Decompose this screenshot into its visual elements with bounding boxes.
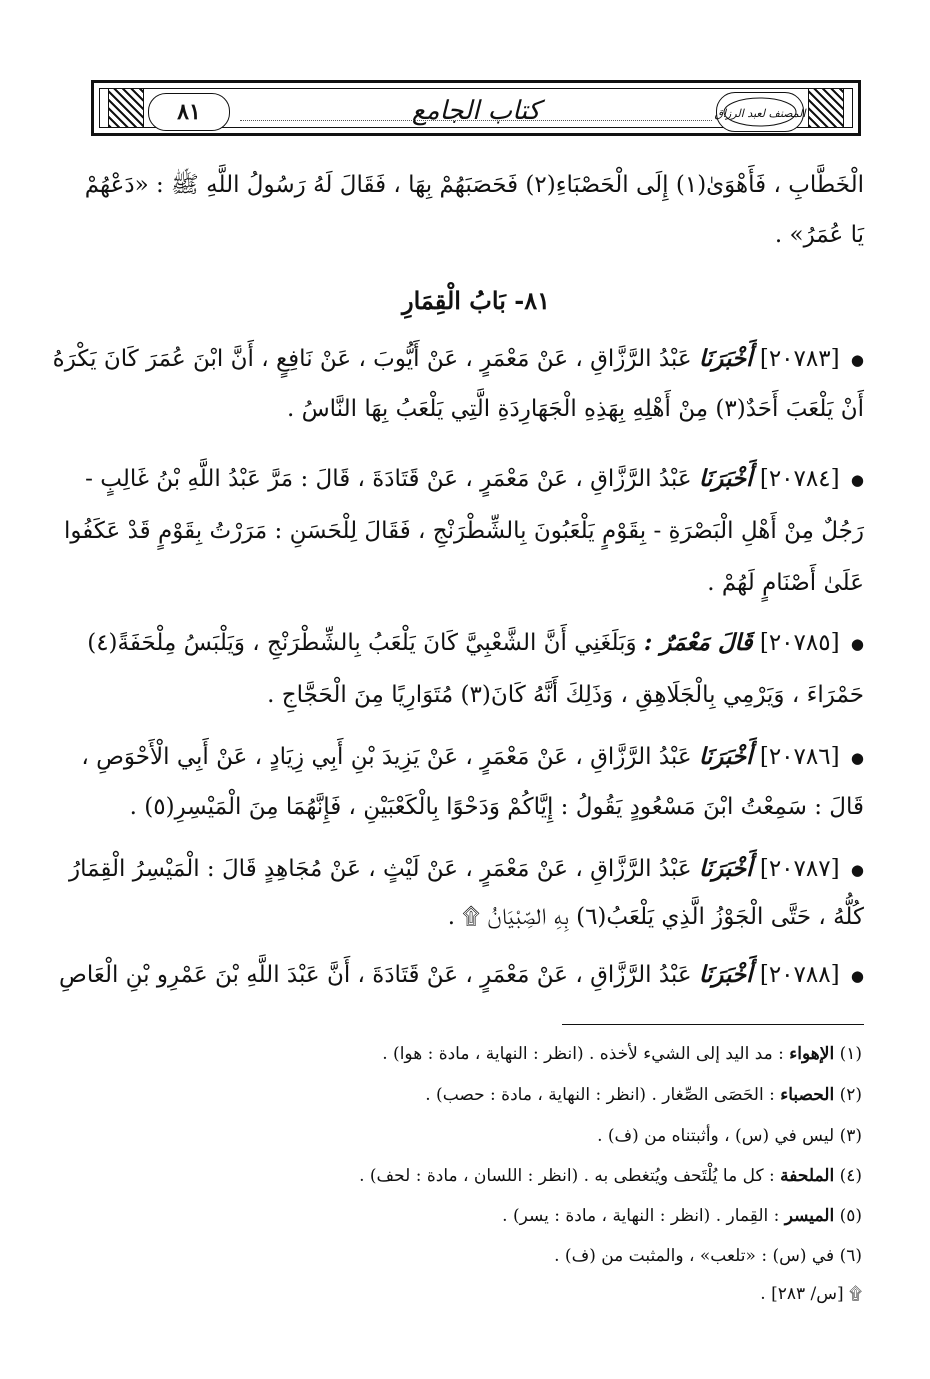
hadith-entry-20788-line-1 — [59, 958, 864, 993]
hadith-lead: أَخْبَرَنَا — [698, 961, 753, 988]
hadith-text: عَبْدُ الرَّزَّاقِ ، عَنْ مَعْمَرٍ ، عَنْ لَيْثٍ ، عَنْ مُجَاهِدٍ قَالَ : الْمَيْسِرُ الْقِمَارُ — [69, 856, 692, 882]
hadith-lead: أَخْبَرَنَا — [698, 743, 753, 770]
footnote-1 — [382, 1042, 862, 1066]
page-marker-icon: ۩ — [849, 1284, 862, 1304]
hadith-entry-20786-line-2: قَالَ : سَمِعْتُ ابْنَ مَسْعُودٍ يَقُولُ : إِيَّاكُمْ وَدَحْوًا بِالْكَعْبَيْنِ ، فَإِنَّهُمَا مِنَ الْمَيْسِرِ(٥) . — [129, 794, 864, 820]
footnote-term: الإهواء — [789, 1044, 835, 1064]
hadith-entry-20784-line-3: عَلَىٰ أَصْنَامٍ لَهُمْ . — [707, 570, 864, 596]
footnote-6 — [554, 1244, 862, 1268]
footnote-term: الملحفة — [780, 1166, 835, 1186]
hadith-lead: قَالَ مَعْمَرٌ : — [643, 629, 753, 656]
bullet-icon: ● — [850, 635, 864, 653]
logo-text: المصنف لعبد الرزاق — [714, 107, 806, 120]
hadith-number: [٢٠٧٨٨] — [759, 962, 840, 988]
hadith-lead: أَخْبَرَنَا — [698, 345, 753, 372]
page-header-frame — [91, 80, 861, 136]
footnote-number: (٤) — [839, 1166, 862, 1186]
hadith-entry-20785-line-1 — [88, 626, 864, 661]
hadith-entry-20783-line-2: أَنْ يَلْعَبَ أَحَدٌ(٣) مِنْ أَهْلِهِ بِهَذِهِ الْجَهَارِدَةِ الَّتِي يَلْعَبُ بِهَا النَّاسُ . — [286, 396, 864, 422]
title-underline — [240, 120, 712, 121]
hadith-entry-20784-line-1 — [85, 462, 864, 497]
hadith-entry-20784-line-2: رَجُلٌ مِنْ أَهْلِ الْبَصْرَةِ - بِقَوْمٍ يَلْعَبُونَ بِالشِّطْرَنْجِ ، فَقَالَ لِلْحَسَنِ : مَرَرْتُ بِقَوْمٍ قَدْ عَكَفُوا — [63, 518, 864, 544]
footnote-page-marker — [760, 1282, 862, 1306]
hadith-number: [٢٠٧٨٦] — [759, 744, 840, 770]
publisher-logo — [716, 92, 804, 132]
hadith-number: [٢٠٧٨٣] — [759, 346, 840, 372]
footnote-text: ليس في (س) ، وأثبتناه من (ف) . — [597, 1126, 835, 1146]
bullet-icon: ● — [850, 967, 864, 985]
hadith-lead: أَخْبَرَنَا — [698, 465, 753, 492]
footnote-4 — [359, 1164, 862, 1188]
hadith-text: وَبَلَغَنِي أَنَّ الشَّعْبِيَّ كَانَ يَلْعَبُ بِالشِّطْرَنْجِ ، وَيَلْبَسُ مِلْحَفَةً(٤) — [87, 630, 637, 656]
hadith-number: [٢٠٧٨٥] — [759, 630, 840, 656]
footnote-text: في (س) : «تلعب» ، والمثبت من (ف) . — [554, 1246, 835, 1266]
footnote-term: الميسر — [784, 1206, 835, 1226]
bullet-icon: ● — [850, 861, 864, 879]
hadith-number: [٢٠٧٨٤] — [759, 466, 840, 492]
bullet-icon: ● — [850, 351, 864, 369]
footnote-number: (١) — [839, 1044, 862, 1064]
hadith-entry-20786-line-1 — [81, 740, 864, 775]
continued-line-2: يَا عُمَرُ» . — [774, 222, 864, 248]
footnote-text: : القِمار . (انظر : النهاية ، مادة : يسر) . — [502, 1206, 780, 1226]
hadith-entry-20783-line-1 — [52, 342, 864, 377]
chapter-heading: ٨١- بَابُ الْقِمَارِ — [402, 286, 550, 315]
footnote-text: : مد اليد إلى الشيء لأخذه . (انظر : النهاية ، مادة : هوا) . — [382, 1044, 784, 1064]
footnote-5 — [502, 1204, 862, 1228]
book-title: كتاب الجامع — [411, 96, 541, 126]
footnote-separator — [562, 1024, 864, 1025]
hadith-number: [٢٠٧٨٧] — [759, 856, 840, 882]
hadith-entry-20785-line-2: حَمْرَاءَ ، وَيَرْمِي بِالْجَلَاهِقِ ، وَذَلِكَ أَنَّهُ كَانَ(٣) مُتَوَارِيًا مِنَ الْحَجَّاجِ . — [267, 682, 864, 708]
footnote-number: (٦) — [839, 1246, 862, 1266]
continued-line-1: الْخَطَّابِ ، فَأَهْوَىٰ(١) إِلَى الْحَصْبَاءِ(٢) فَحَصَبَهُمْ بِهَا ، فَقَالَ لَهُ رَسُولُ اللَّهِ ﷺ : «دَعْهُمْ — [84, 172, 864, 198]
header-inner-border — [99, 88, 853, 128]
hadith-text: عَبْدُ الرَّزَّاقِ ، عَنْ مَعْمَرٍ ، عَنْ قَتَادَةَ ، قَالَ : مَرَّ عَبْدُ اللَّهِ بْنُ غَالِبٍ - — [85, 466, 692, 492]
hadith-entry-20787-line-2: كُلُّهُ ، حَتَّى الْجَوْزُ الَّذِي يَلْعَبُ(٦) بِهِ الصِّبْيَانُ ۩ . — [447, 904, 864, 930]
hadith-text: عَبْدُ الرَّزَّاقِ ، عَنْ مَعْمَرٍ ، عَنْ قَتَادَةَ ، أَنَّ عَبْدَ اللَّهِ بْنَ عَمْرِو بْنِ الْعَاصِ — [59, 962, 692, 988]
footnote-text: : كل ما يُلْتَحف ويُتغطى به . (انظر : اللسان ، مادة : لحف) . — [359, 1166, 775, 1186]
page-number: ٨١ — [177, 99, 201, 125]
footnote-term: الحصباء — [780, 1085, 835, 1105]
footnote-text: [س/ ٢٨٣] . — [760, 1284, 844, 1304]
footnote-text: : الحَصَى الصِّغار . (انظر : النهاية ، مادة : حصب) . — [425, 1085, 775, 1105]
footnote-number: (٣) — [839, 1126, 862, 1146]
hadith-lead: أَخْبَرَنَا — [698, 855, 753, 882]
footnote-number: (٥) — [839, 1206, 862, 1226]
bullet-icon: ● — [850, 471, 864, 489]
footnote-3 — [597, 1124, 862, 1148]
footnote-number: (٢) — [839, 1085, 862, 1105]
bullet-icon: ● — [850, 749, 864, 767]
hadith-entry-20787-line-1 — [69, 852, 864, 887]
hadith-text: عَبْدُ الرَّزَّاقِ ، عَنْ مَعْمَرٍ ، عَنْ أَيُّوبَ ، عَنْ نَافِعٍ ، أَنَّ ابْنَ عُمَرَ كَانَ يَكْرَهُ — [52, 346, 692, 372]
footnote-2 — [425, 1083, 862, 1107]
calligraphy-logo-icon — [714, 96, 806, 128]
hadith-text: عَبْدُ الرَّزَّاقِ ، عَنْ مَعْمَرٍ ، عَنْ يَزِيدَ بْنِ أَبِي زِيَادٍ ، عَنْ أَبِي الْأَحْوَصِ ، — [81, 744, 692, 770]
